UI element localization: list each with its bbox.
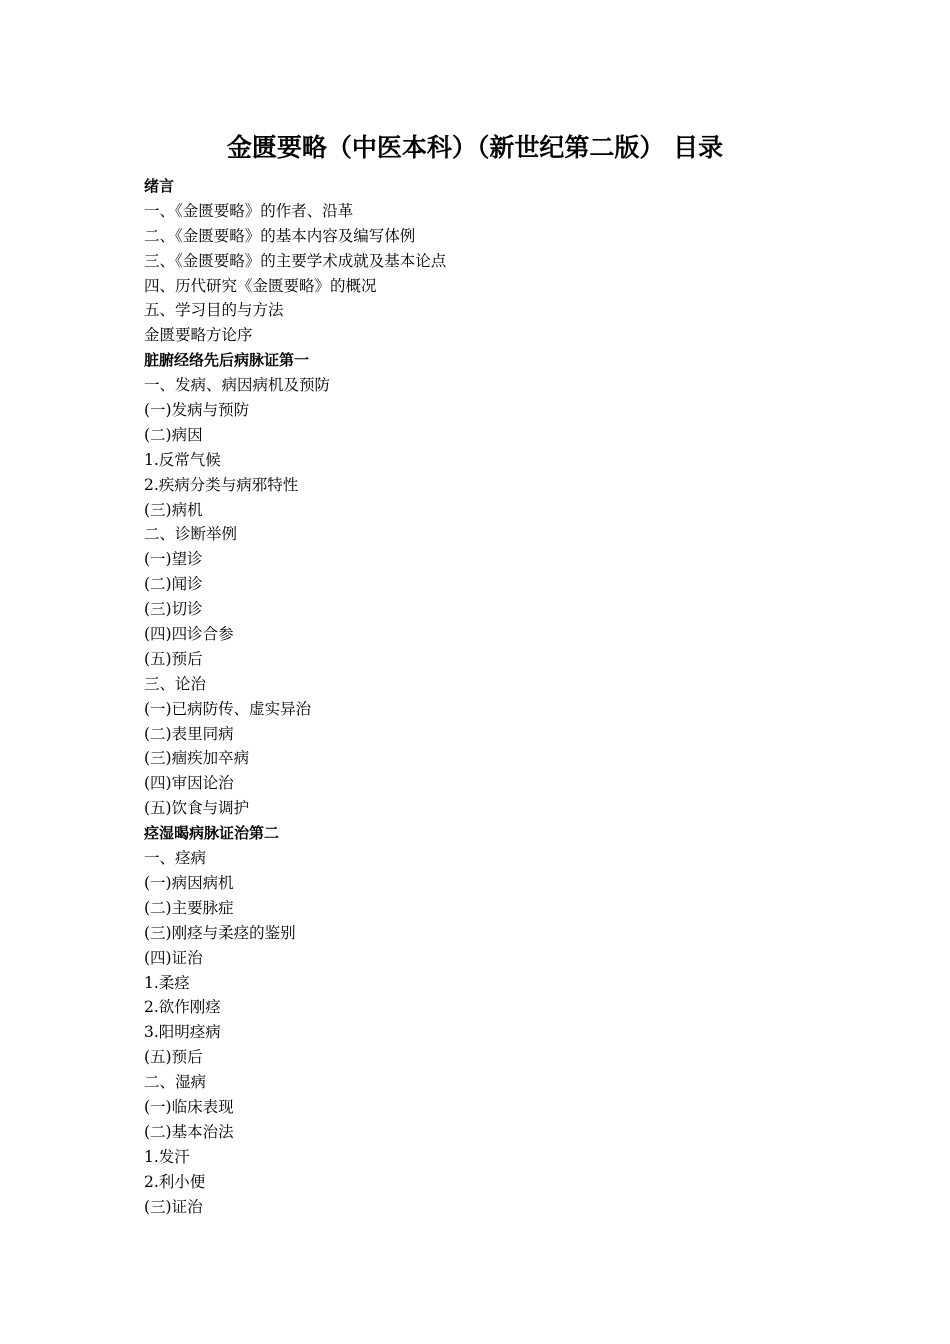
table-of-contents	[144, 174, 844, 1219]
toc-section-heading: 绪言	[144, 177, 175, 195]
toc-entry: (五)饮食与调护	[144, 799, 250, 818]
toc-entry: (五)预后	[144, 1048, 203, 1067]
toc-entry: 2.疾病分类与病邪特性	[144, 475, 299, 494]
toc-entry: (二)主要脉症	[144, 898, 234, 917]
toc-entry: 三、论治	[144, 674, 207, 693]
toc-entry: 1.柔痉	[144, 973, 190, 992]
toc-section-heading: 痉湿暍病脉证治第二	[144, 824, 280, 843]
toc-entry: 2.利小便	[144, 1172, 206, 1191]
toc-entry: (四)证治	[144, 948, 203, 967]
toc-entry: (二)闻诊	[144, 575, 203, 594]
toc-entry: 二、湿病	[144, 1073, 207, 1092]
toc-entry: (一)临床表现	[144, 1097, 234, 1116]
toc-entry: 3.阳明痉病	[144, 1023, 221, 1042]
toc-entry: (一)发病与预防	[144, 401, 250, 420]
toc-entry: (三)病机	[144, 500, 203, 519]
document-title: 金匮要略（中医本科）（新世纪第二版） 目录	[226, 133, 724, 162]
toc-entry: 1.反常气候	[144, 450, 221, 469]
toc-entry: (三)痼疾加卒病	[144, 749, 250, 768]
toc-entry: 五、学习目的与方法	[144, 301, 284, 320]
toc-entry: 一、痉病	[144, 849, 207, 868]
toc-entry: 一、发病、病因病机及预防	[144, 376, 331, 395]
toc-entry: 一、《金匮要略》的作者、沿革	[144, 201, 354, 220]
toc-entry: (四)四诊合参	[144, 625, 234, 644]
toc-entry: (一)病因病机	[144, 873, 234, 892]
toc-entry: (四)审因论治	[144, 774, 234, 793]
toc-entry: (五)预后	[144, 649, 203, 668]
toc-entry: (二)表里同病	[144, 724, 234, 743]
toc-entry: 二、诊断举例	[144, 525, 238, 544]
toc-entry: (二)病因	[144, 425, 203, 444]
toc-entry: 金匮要略方论序	[144, 326, 253, 345]
toc-entry: (一)望诊	[144, 550, 203, 569]
toc-section-heading: 脏腑经络先后病脉证第一	[144, 351, 310, 370]
toc-entry: 三、《金匮要略》的主要学术成就及基本论点	[144, 251, 447, 270]
toc-entry: (三)切诊	[144, 600, 203, 619]
toc-entry: (一)已病防传、虚实异治	[144, 699, 312, 718]
toc-entry: (二)基本治法	[144, 1122, 234, 1141]
toc-entry: 1.发汗	[144, 1147, 190, 1166]
toc-entry: 二、《金匮要略》的基本内容及编写体例	[144, 226, 416, 245]
toc-entry: (三)证治	[144, 1197, 203, 1216]
toc-entry: (三)刚痉与柔痉的鉴别	[144, 923, 296, 942]
toc-entry: 2.欲作刚痉	[144, 998, 221, 1017]
toc-entry: 四、历代研究《金匮要略》的概况	[144, 276, 377, 295]
